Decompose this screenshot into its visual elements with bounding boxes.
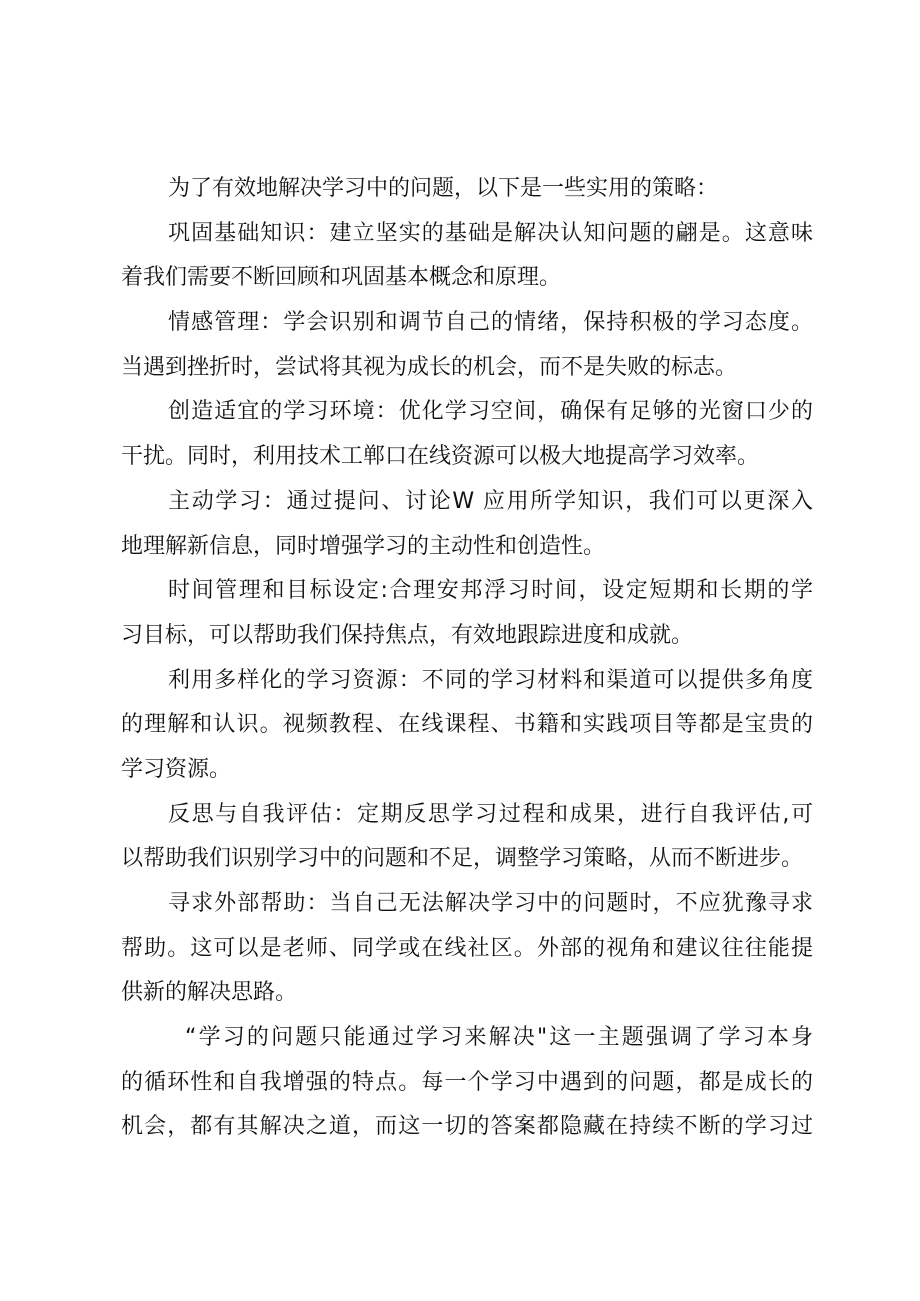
text-line: 巩固基础知识：建立坚实的基础是解决认知问题的翩是。这意味 [168,220,813,246]
text-line: 以帮助我们识别学习中的问题和不足，调整学习策略，从而不断进步。 [121,846,804,872]
text-line: 情感管理：学会识别和调节自己的情绪，保持积极的学习态度。 [168,310,813,336]
text-line: 主动学习：通过提问、讨论W 应用所学知识，我们可以更深入 [168,488,813,514]
text-line: 的理解和认识。视频教程、在线课程、书籍和实践项目等都是宝贵的 [121,712,813,738]
text-line: 干扰。同时，利用技术工郸口在线资源可以极大地提高学习效率。 [121,444,760,470]
text-line: 着我们需要不断回顾和巩固基本概念和原理。 [121,265,562,291]
document-body [121,167,813,1150]
text-line: 利用多样化的学习资源：不同的学习材料和渠道可以提供多角度 [168,667,813,693]
text-line: 当遇到挫折时，尝试将其视为成长的机会，而不是失败的标志。 [121,354,738,380]
text-line: 寻求外部帮助：当自己无法解决学习中的问题时，不应犹豫寻求 [168,891,813,916]
text-line: 为了有效地解决学习中的问题，以下是一些实用的策略： [168,176,719,201]
text-line: 反思与自我评估：定期反思学习过程和成果，进行自我评估,可 [168,801,813,827]
text-line: 供新的解决思路。 [121,980,298,1006]
text-line: 地理解新信息，同时增强学习的主动性和创造性。 [121,533,606,559]
text-line: 习目标，可以帮助我们保持焦点，有效地跟踪进度和成就。 [121,622,694,648]
text-line: 的循环性和自我增强的特点。每一个学习中遇到的问题，都是成长的 [121,1069,813,1095]
text-line: 帮助。这可以是老师、同学或在线社区。外部的视角和建议往往能提 [121,935,813,961]
text-line: 创造适宜的学习环境：优化学习空间，确保有足够的光窗口少的 [168,399,813,425]
text-line: 时间管理和目标设定:合理安邦浮习时间，设定短期和长期的学 [168,578,813,604]
text-line: 学习资源。 [121,756,232,782]
text-line: 机会，都有其解决之道，而这一切的答案都隐藏在持续不断的学习过 [121,1114,813,1140]
text-line: “学习的问题只能通过学习来解决"这一主题强调了学习本身 [185,1025,813,1051]
